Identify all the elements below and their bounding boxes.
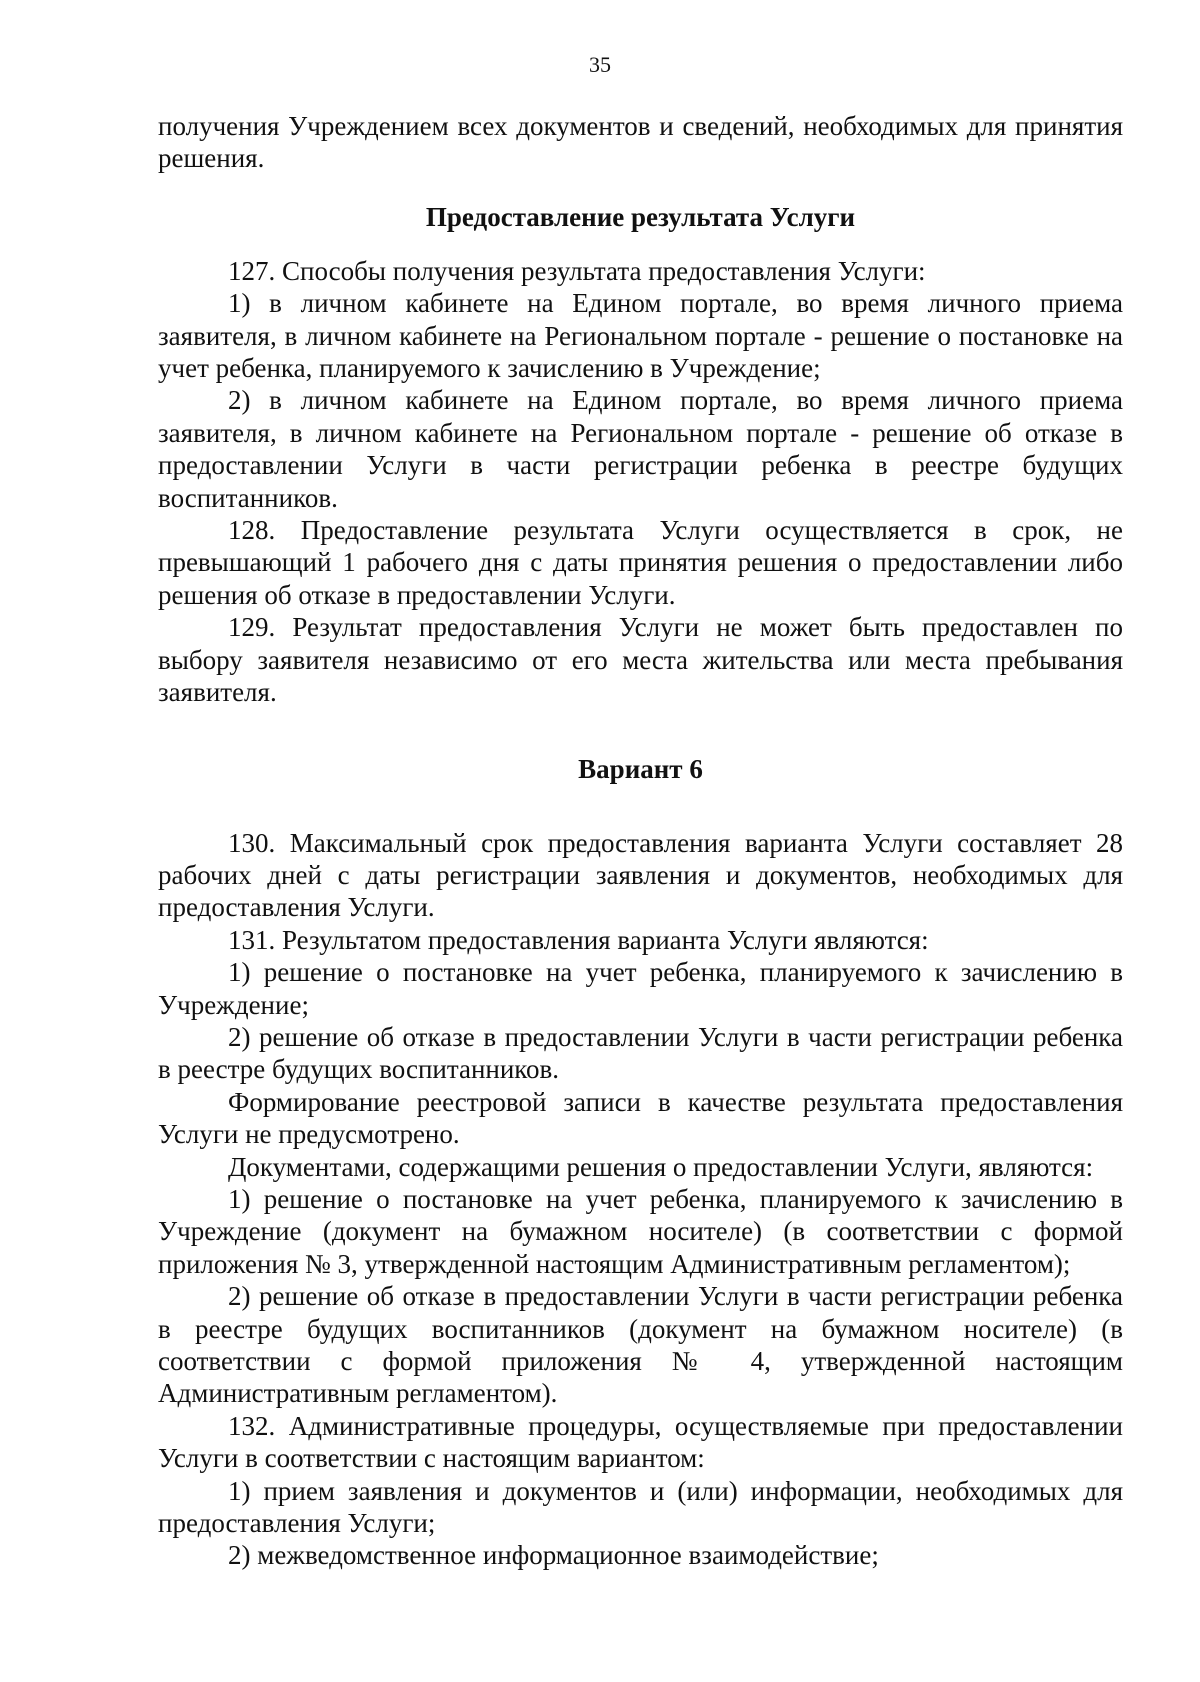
paragraph-127: 127. Способы получения результата предоставления Услуги: bbox=[228, 255, 926, 286]
paragraph-131-item-2: 2) решение об отказе в предоставлении Услуги в части регистрации ребенка в реестре будущих воспитанников. bbox=[158, 1021, 1123, 1085]
paragraph-registry-record: Формирование реестровой записи в качестве результата предоставления Услуги не предусмотрено. bbox=[158, 1086, 1123, 1150]
section-heading-result: Предоставление результата Услуги bbox=[425, 201, 856, 232]
paragraph-131-item-1: 1) решение о постановке на учет ребенка, планируемого к зачислению в Учреждение; bbox=[158, 957, 1123, 1020]
paragraph-documents-item-2: 2) решение об отказе в предоставлении Услуги в части регистрации ребенка в реестре будущих воспитанников (документ на бумажном носителе) (в соответствии с формой приложения № 4, утвержденной настоящим Административным регламентом). bbox=[158, 1281, 1123, 1409]
paragraph-documents-intro: Документами, содержащими решения о предоставлении Услуги, являются: bbox=[228, 1151, 1094, 1182]
section-heading-variant-6: Вариант 6 bbox=[578, 753, 703, 784]
paragraph-129: 129. Результат предоставления Услуги не может быть предоставлен по выбору заявителя независимо от его места жительства или места пребывания заявителя. bbox=[158, 612, 1123, 708]
page-number: 35 bbox=[589, 52, 611, 77]
paragraph-132-item-1: 1) прием заявления и документов и (или) информации, необходимых для предоставления Услуги; bbox=[158, 1475, 1123, 1539]
paragraph-131: 131. Результатом предоставления варианта Услуги являются: bbox=[228, 924, 929, 955]
paragraph-132-item-2: 2) межведомственное информационное взаимодействие; bbox=[228, 1540, 879, 1571]
paragraph-documents-item-1: 1) решение о постановке на учет ребенка, планируемого к зачислению в Учреждение (документ на бумажном носителе) (в соответствии с формой приложения № 3, утвержденной настоящим Административным регламентом); bbox=[158, 1183, 1123, 1279]
document-body bbox=[158, 110, 1123, 1572]
paragraph-130: 130. Максимальный срок предоставления варианта Услуги составляет 28 рабочих дней с даты регистрации заявления и документов, необходимых для предоставления Услуги. bbox=[158, 827, 1123, 923]
paragraph-127-item-2: 2) в личном кабинете на Едином портале, во время личного приема заявителя, в личном кабинете на Региональном портале - решение об отказе в предоставлении Услуги в части регистрации ребенка в реестре будущих воспитанников. bbox=[158, 385, 1123, 513]
paragraph-132: 132. Административные процедуры, осуществляемые при предоставлении Услуги в соответствии с настоящим вариантом: bbox=[158, 1410, 1123, 1474]
paragraph-continuation: получения Учреждением всех документов и сведений, необходимых для принятия решения. bbox=[158, 111, 1123, 174]
paragraph-127-item-1: 1) в личном кабинете на Едином портале, во время личного приема заявителя, в личном кабинете на Региональном портале - решение о постановке на учет ребенка, планируемого к зачислению в Учреждение; bbox=[158, 288, 1123, 384]
paragraph-128: 128. Предоставление результата Услуги осуществляется в срок, не превышающий 1 рабочего дня с даты принятия решения о предоставлении либо решения об отказе в предоставлении Услуги. bbox=[158, 515, 1123, 610]
